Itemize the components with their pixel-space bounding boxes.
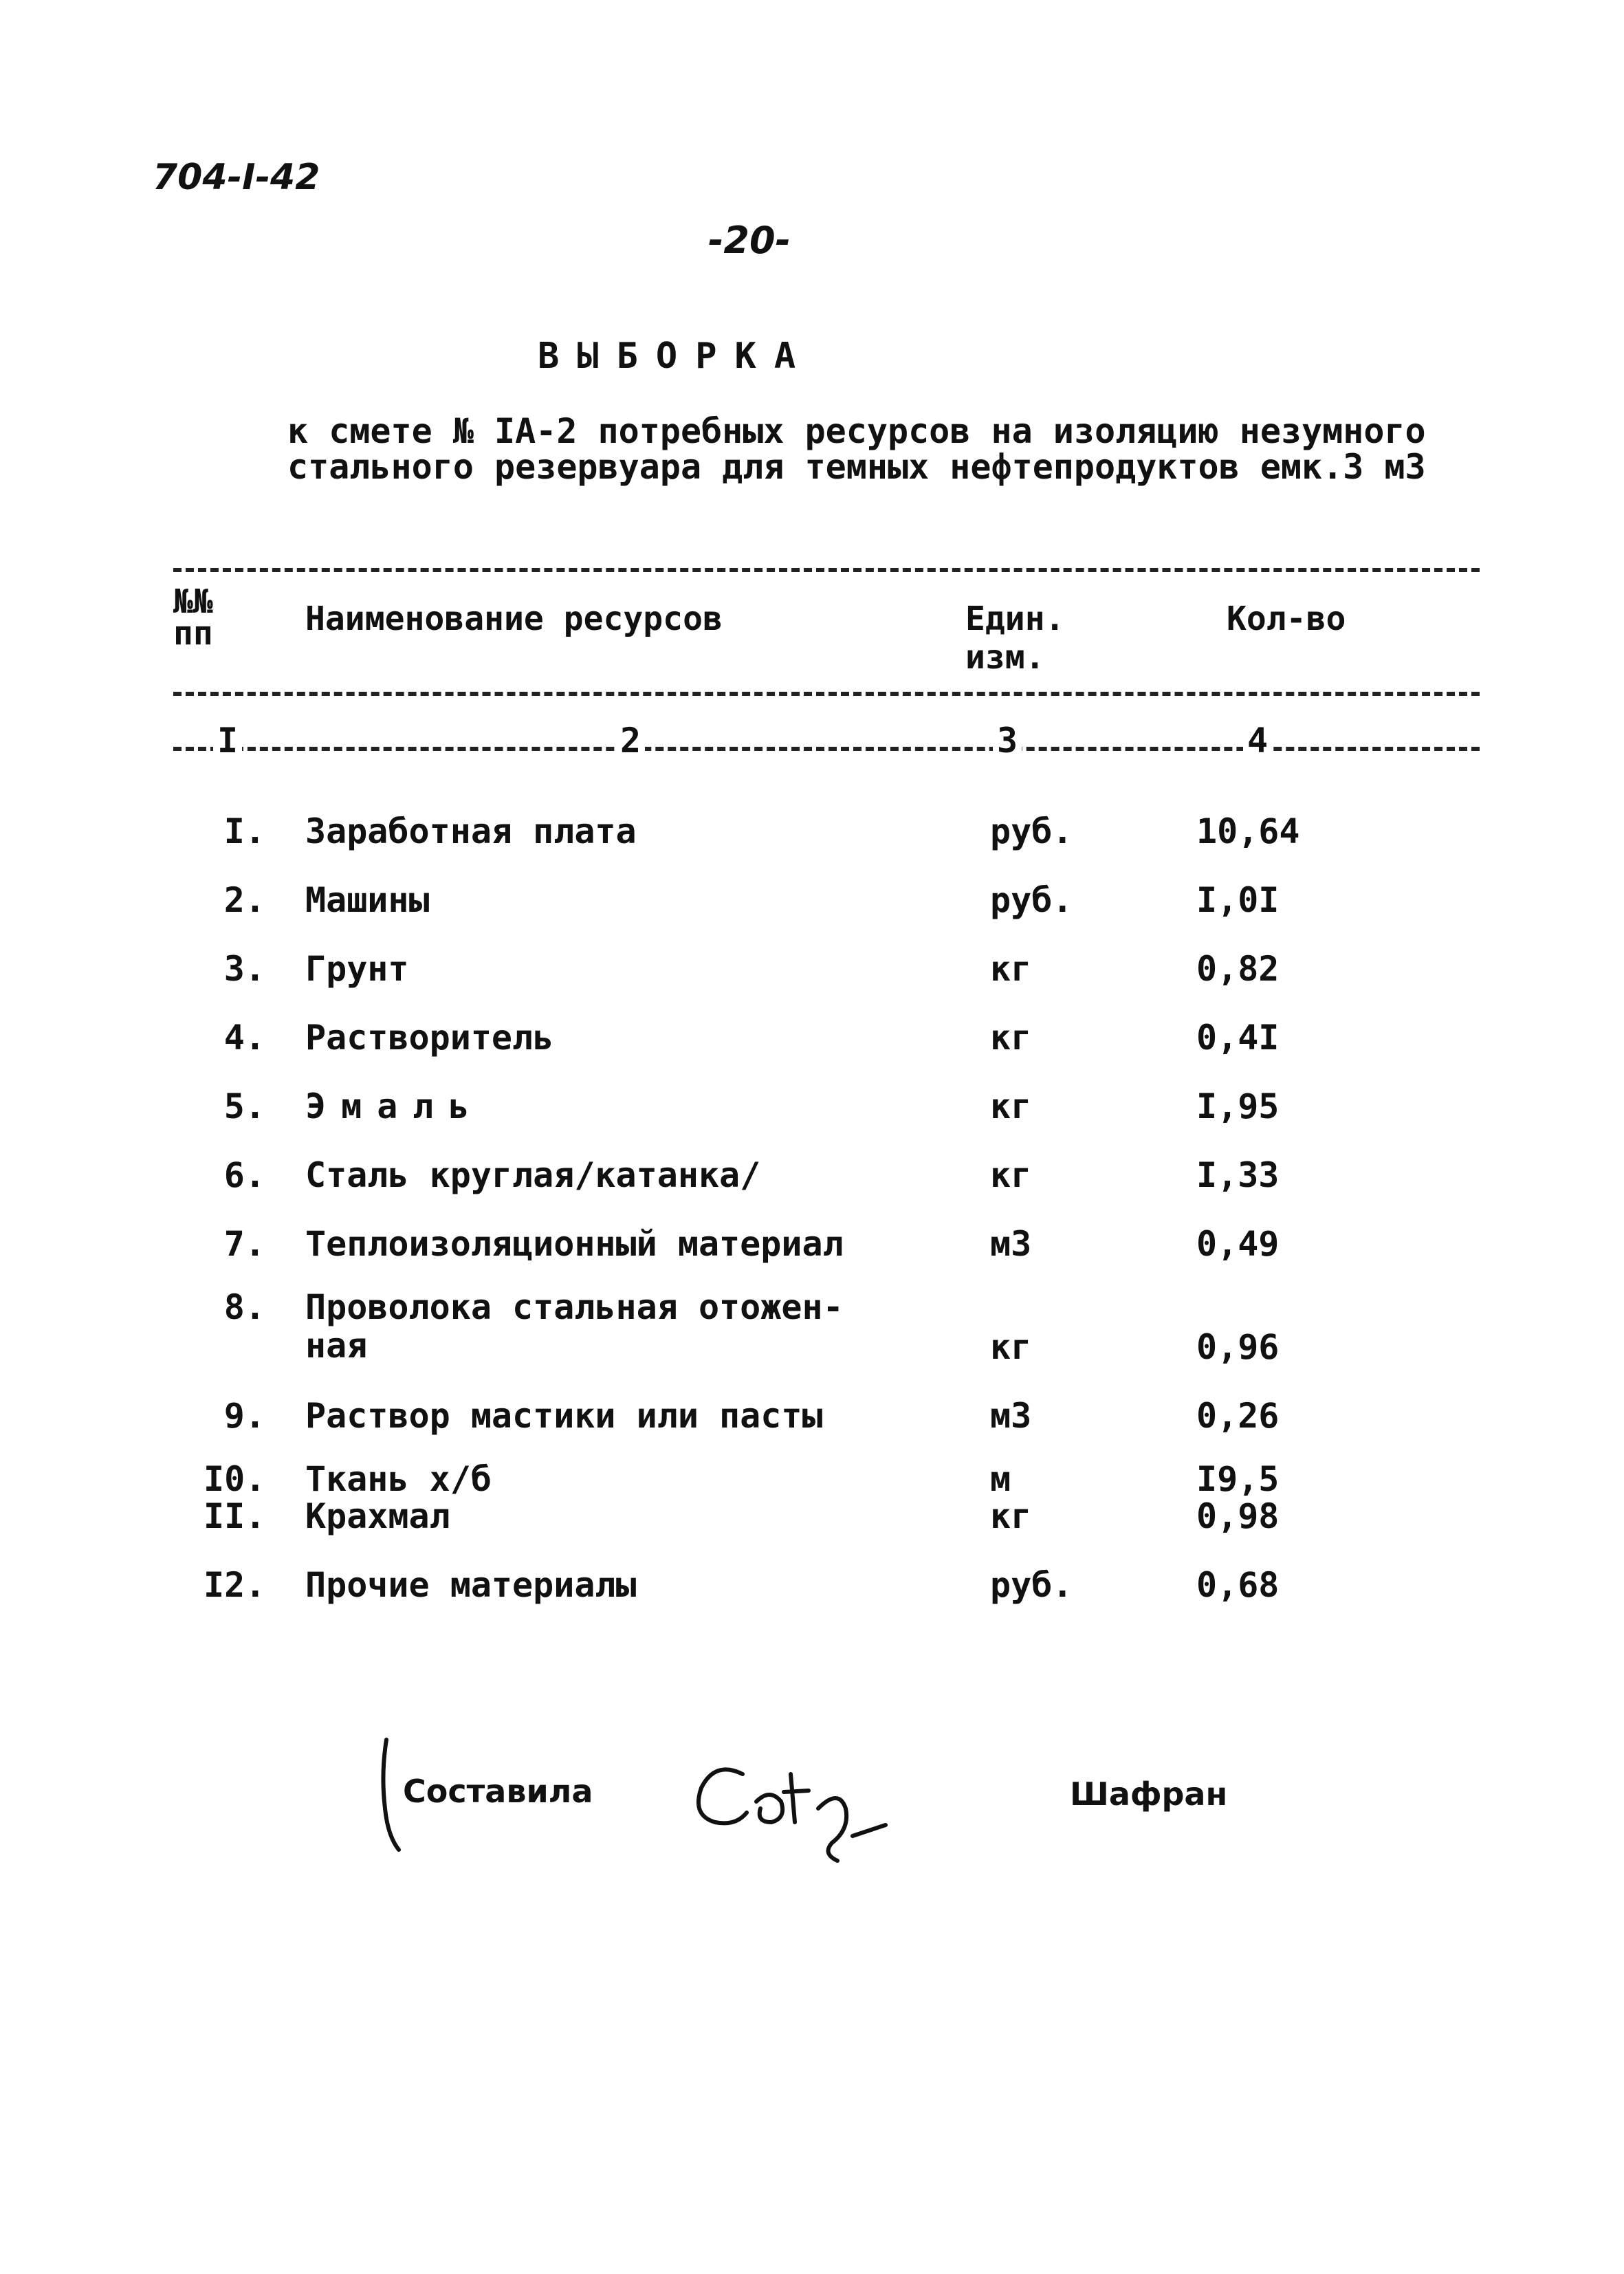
column-header-unit xyxy=(965,600,1065,677)
row-8-name-continued: ная xyxy=(305,1326,368,1366)
row-8-number: 8. xyxy=(223,1287,265,1327)
row-1-number: I. xyxy=(223,811,265,851)
row-4-unit: кг xyxy=(990,1018,1032,1058)
row-12-number: I2. xyxy=(204,1565,266,1605)
row-5-unit: кг xyxy=(990,1086,1032,1126)
row-9-unit: м3 xyxy=(990,1396,1032,1436)
column-header-number-line-1: №№ xyxy=(173,582,213,621)
row-2-quantity: I,0I xyxy=(1196,880,1280,920)
row-11-unit: кг xyxy=(990,1496,1032,1536)
column-number-3: 3 xyxy=(993,721,1022,761)
row-3-number: 3. xyxy=(223,949,265,989)
row-5-number: 5. xyxy=(223,1086,265,1126)
row-1-quantity: 10,64 xyxy=(1196,811,1300,851)
row-10-name: Ткань х/б xyxy=(305,1459,492,1499)
document-code: 704-I-42 xyxy=(153,157,320,198)
row-1-name: Заработная плата xyxy=(305,811,637,851)
row-11-number: II. xyxy=(204,1496,266,1536)
row-3-name: Грунт xyxy=(305,949,409,989)
row-12-quantity: 0,68 xyxy=(1196,1565,1280,1605)
table-top-rule xyxy=(173,568,1480,572)
row-11-quantity: 0,98 xyxy=(1196,1496,1280,1536)
row-10-number: I0. xyxy=(204,1459,266,1499)
column-number-2: 2 xyxy=(616,721,645,761)
row-2-unit: руб. xyxy=(990,880,1073,920)
row-8-unit: кг xyxy=(990,1327,1032,1367)
row-7-name: Теплоизоляционный материал xyxy=(305,1224,844,1264)
row-7-quantity: 0,49 xyxy=(1196,1224,1280,1264)
row-6-quantity: I,33 xyxy=(1196,1155,1280,1195)
row-9-name: Раствор мастики или пасты xyxy=(305,1396,823,1436)
column-header-unit-line-1: Един. xyxy=(965,600,1065,638)
row-10-quantity: I9,5 xyxy=(1196,1459,1280,1499)
row-7-unit: м3 xyxy=(990,1224,1032,1264)
column-number-rule xyxy=(173,747,1480,751)
column-header-name: Наименование ресурсов xyxy=(305,600,723,638)
page-number: -20- xyxy=(708,219,791,262)
row-4-number: 4. xyxy=(223,1018,265,1058)
header-bottom-rule xyxy=(173,692,1480,696)
row-6-number: 6. xyxy=(223,1155,265,1195)
row-7-number: 7. xyxy=(223,1224,265,1264)
column-header-unit-line-2: изм. xyxy=(965,638,1045,677)
row-12-unit: руб. xyxy=(990,1565,1073,1605)
row-11-name: Крахмал xyxy=(305,1496,450,1536)
column-number-1: I xyxy=(213,721,242,761)
column-header-quantity: Кол-во xyxy=(1227,600,1346,638)
subtitle-line-2: стального резервуара для темных нефтепродуктов емк.3 м3 xyxy=(287,447,1426,487)
signer-name: Шафран xyxy=(1070,1775,1228,1813)
row-6-name: Сталь круглая/катанка/ xyxy=(305,1155,761,1195)
row-2-name: Машины xyxy=(305,880,430,920)
column-header-number-line-2: пп xyxy=(173,614,213,653)
row-3-quantity: 0,82 xyxy=(1196,949,1280,989)
row-5-name: Эмаль xyxy=(305,1086,485,1126)
subtitle-line-1: к смете № IA-2 потребных ресурсов на изоляцию незумного xyxy=(287,411,1426,451)
row-4-name: Растворитель xyxy=(305,1018,554,1058)
row-5-quantity: I,95 xyxy=(1196,1086,1280,1126)
row-9-number: 9. xyxy=(223,1396,265,1436)
column-number-4: 4 xyxy=(1243,721,1272,761)
row-12-name: Прочие материалы xyxy=(305,1565,637,1605)
row-9-quantity: 0,26 xyxy=(1196,1396,1280,1436)
row-1-unit: руб. xyxy=(990,811,1073,851)
row-6-unit: кг xyxy=(990,1155,1032,1195)
row-4-quantity: 0,4I xyxy=(1196,1018,1280,1058)
row-8-quantity: 0,96 xyxy=(1196,1327,1280,1367)
row-2-number: 2. xyxy=(223,880,265,920)
column-header-number xyxy=(173,582,213,653)
row-8-name: Проволока стальная отожен- xyxy=(305,1287,844,1327)
row-10-unit: м xyxy=(990,1459,1011,1499)
row-3-unit: кг xyxy=(990,949,1032,989)
document-title: ВЫБОРКА xyxy=(538,336,814,377)
signer-label: Составила xyxy=(403,1773,593,1810)
